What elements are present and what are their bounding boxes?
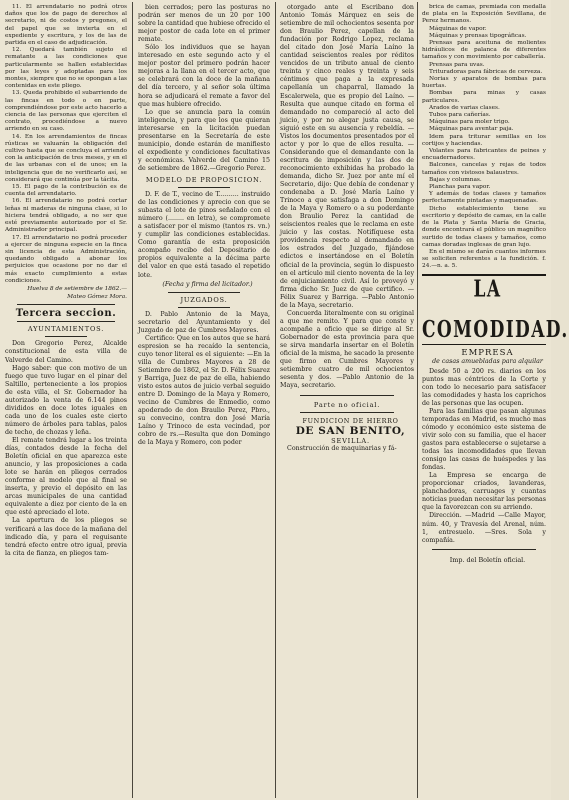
divider — [300, 395, 394, 396]
foundry-heading: FUNDICION DE HIERRO — [302, 417, 399, 426]
paragraph: El remate tendrá lugar a los treinta días, contados desde la fecha del Boletín oficial en que aparezca este anuncio, y las proposiciones a cada lote se harán en pliegos cerrados conforme al modelo que al final se inserta, y previo el depósito en las arcas municipales de una cantidad equivalente a diez por ciento de la en que esté apreciado el lote. — [5, 436, 127, 517]
list-item: Prensas para aceituna de molientes hidráulicos de palanca de diferentes tamaños y con movimiento por caballería. — [422, 40, 546, 61]
list-item: Planchas para vapor. — [429, 184, 491, 191]
ad-heading: EMPRESA — [461, 347, 514, 358]
column-2 — [138, 4, 270, 796]
divider — [178, 307, 230, 308]
paragraph: otorgado ante el Escribano don Antonio Tomás Márquez en seis de setiembre de mil ochocientos sesenta por don Braulio Perez, capellan de la fundación por Rodrigo Lopez, reclama del citado don José María Laíno la cantidad seiscientos reales por réditos vencidos de un tributo anual de ciento treinta y cinco reales y treinta y seis céntimos que paga a la expresada capellanía un chaparral, llamado la Escalerwela, que es propio del Laíno. —Resulta que aunque citado en forma el demandado no compareció al acto del juicio, y por no alegar justa causa, se siguió este en su ausencia y rebeldía. —Vistos los documentos presentados por el actor y por lo que de ellos resulta. —Considerando que el demandante con la escritura de imposición y las dos de reconocimiento exhibidas ha probado la demanda, dicho Sr. Juez por ante mí el Secretario, dijo: Que debía de condenar y condenaba a D. José María Laíno y Trinoco a que satisfaga a don Domingo de la Maya y Romero o a su poderdante don Braulio Perez la cantidad de seiscientos reales que le reclama en este juicio y las costas. Notifíquese esta providencia respecto al demandado en los estrados del Juzgado, fijándose edictos e insertándose en el Boletín oficial de la provincia, según lo dispuesto en el artículo mil ciento noventa de la ley de enjuiciamiento civil. Así lo proveyó y firma dicho Sr. Juez de que certifico. —Félix Suarez y Barriga. —Pablo Antonio de la Maya, secretario. — [280, 4, 414, 309]
paragraph: 13. Queda prohibido el subarriendo de las fincas en todo o en parte, comprendiéndose por este acto hacerlo a ciencia de las personas que ejerciten el contrato, procediéndose a nuevo arriendo en su caso. — [5, 90, 127, 133]
list-item: Arados de varias clases. — [429, 104, 500, 111]
list-item: Trituradoras para fábricas de cerveza. — [429, 68, 543, 75]
ad-title-box — [422, 274, 569, 345]
list-item: Máquinas para moler trigo. — [429, 119, 510, 126]
paragraph: D. Pablo Antonio de la Maya, secretario del Ayuntamiento y del Juzgado de paz de Cumbres Mayores. — [138, 310, 270, 334]
paragraph: Concuerda literalmente con su original a que me remito. Y para que conste y acompañe a oficio que se dirige al Sr. Gobernador de esta provincia para que se sirva mandarla insertar en el Boletín oficial de la misma, he sacado la presente que firmo en Cumbres Mayores y setiembre cuatro de mil ochocientos sesenta y dos. —Pablo Antonio de la Maya, secretario. — [280, 309, 414, 390]
list-item: Y además de todas clases y tamaños perfectamente pintadas y maquenadas. — [422, 191, 546, 205]
imprint: Imp. del Boletín oficial. — [449, 555, 526, 564]
section-heading: JUZGADOS. — [180, 295, 228, 304]
divider — [300, 412, 394, 413]
list-item: Norias y aparatos de bombas para huertas. — [422, 76, 546, 90]
column-3 — [280, 4, 414, 796]
column-4 — [422, 4, 569, 796]
divider — [17, 321, 115, 322]
column-1 — [5, 4, 127, 796]
list-item: Máquinas y prensas tipográficas. — [429, 32, 527, 39]
paragraph: Dirección. —Madrid —Calle Mayor, núm. 40, y Travesía del Arenal, núm. 1, entresuelo. —Sres. Sola y compañía. — [422, 512, 546, 544]
paragraph: Certifico: Que en los autos que se hará espresion se ha recaído la sentencia, cuyo tenor literal es el siguiente: —En la villa de Cumbres Mayores a 28 de Setiembre de 1862, el Sr. D. Félix Suarez y Barriga, Juez de paz de ella, habiendo visto estos autos de juicio verbal seguido entre D. Domingo de la Maya y Romero, vecino de Cumbres de Enmedio, como apoderado de don Braulio Perez, Pbro., su convecino, contra don José María Laíno y Trinoco de esta vecindad, por cobro de rs.—Resulta que don Domingo de la Maya y Romero, con poder — [138, 334, 270, 447]
list-item: Máquinas para aventar paja. — [429, 126, 514, 133]
list-item: Balcones, cancelas y rejas de todos tamaños con vistosos balaustres. — [422, 162, 546, 176]
ad-subheading: de casas amuebladas para alquilar — [432, 357, 543, 365]
column-rule — [417, 2, 418, 798]
paragraph: Para las familias que pasan algunas temporadas en Madrid, es mucho mas cómodo y económico este sistema de vivir solo con su familia, que el hacer gastos para establecerse o sujetarse a todas las incomodidades que llevan consigo las casas de huéspedes y las fondas. — [422, 407, 546, 472]
section-heading: AYUNTAMIENTOS. — [27, 325, 105, 334]
divider — [178, 187, 230, 188]
list-item: Prensas para uvas. — [429, 61, 485, 68]
ad-title: LA COMODIDAD. — [422, 275, 569, 344]
foundry-name: DE SAN BENITO, — [295, 425, 406, 438]
paragraph: Desde 50 a 200 rs. diarios en los puntos mas céntricos de la Corte y con todo lo necesario para satisfacer las comodidades y hasta los caprichos de las personas que las ocupen. — [422, 367, 546, 407]
paragraph: 12. Quedará también sujeto el rematante a las condiciones que particularmente se hallen establecidas por las leyes y adoptadas para los montes, siempre que no se opongan a las contenidas en este pliego. — [5, 47, 127, 90]
paragraph: bien cerrados; pero las posturas no podrán ser menos de un 20 por 100 sobre la cantidad que hubiese ofrecido el mejor postor de cada lote en el primer remate. — [138, 4, 270, 44]
list-item: Máquinas de vapor. — [429, 25, 487, 32]
list-item: Bajas y columnas. — [429, 176, 482, 183]
paragraph: La apertura de los pliegos se verificará a las doce de la mañana del indicado día, y para el reguisante tendrá efecto entre otro igual, previa la cita de fianza, en pliegos tam- — [5, 517, 127, 557]
paragraph: Don Gregorio Perez, Alcalde constitucional de esta villa de Valverde del Camino. — [5, 340, 127, 364]
foundry-city: SEVILLA. — [331, 437, 370, 446]
paragraph: Construcción de maquinarias y fá- — [287, 445, 397, 453]
paragraph: Lo que se anuncia para la común inteligencia, y para que los que quieran interesarse en la licitación puedan presentarse en la Secretaría de este municipio, donde estarán de manifiesto el expediente y condiciones facultativas y económicas. Valverde del Camino 15 de setiembre de 1862.—Gregorio Perez. — [138, 108, 270, 172]
list-item: Tubos para cañerías. — [429, 112, 491, 119]
paragraph: brica de camas, premiada con medalla de plata en la Exposición Sevillana, de Perez hermanos. — [422, 4, 546, 25]
paragraph: Dicho establecimiento tiene su escritorio y depósito de camas, en la calle de la Plata y Santa María de Gracia, donde encontrará el público un magnífico surtido de todas clases y tamaños, como camas doradas inglesas de gran lujo. — [422, 205, 546, 248]
paragraph: 14. En los arrendamientos de fincas rústicas se valuarán la obligación del cultivo hasta que se concluya el arriendo con la anticipación de tres meses, y en el de las urbanas con el de unos; en la inteligencia que de no verificarlo así, se considerará que continúa por la tácita. — [5, 133, 127, 183]
divider — [168, 292, 240, 293]
paragraph: 15. El pago de la contribución es de cuenta del arrendatario. — [5, 184, 127, 198]
paragraph: D. F. de T., vecino de T.......... instruido de las condiciones y aprecio con que se subasta el lote de pinos señalado con el número (........ en letra), se compromete a satisfacer por el mismo (tantos rs. vn.) y cumplir las condiciones establecidas. Como garantía de esta proposición acompaño recibo del Depositario de propios equivalente a la décima parte del valor en que está tasado el repetido lote. — [138, 191, 270, 279]
list-item: Bombas para minas y casas particulares. — [422, 90, 546, 104]
paragraph: La Empresa se encarga de proporcionar criados, lavanderas, planchadoras, carruages y cuantas noticias puedan necesitar las personas que la favorezcan con su arriendo. — [422, 472, 546, 512]
model-signature: (Fecha y firma del licitador.) — [162, 280, 253, 288]
paragraph: Sólo los individuos que se hayan interesado en este segundo acto y el mejor postor del primero podrán hacer mejoras a la llana en el tercer acto, que se celebrará con la doce de la mañana del día tercero, y al señor sola última hora se adjudicará el remate a favor del que mas hubiere ofrecido. — [138, 44, 270, 108]
column-rule — [132, 2, 133, 798]
divider — [17, 304, 115, 305]
column-rule — [275, 2, 276, 798]
model-title: MODELO DE PROPOSICION. — [145, 175, 263, 184]
divider — [45, 336, 87, 337]
section-title: Tercera seccion. — [15, 308, 117, 320]
paragraph: 17. El arrendatario no podrá proceder a ejercer de ninguna especie en la finca sin licencia de esta Administración, quedando obligado a abonar los perjuicios que ocasione por no dar el más exacto cumplimiento a estas condiciones. — [5, 234, 127, 284]
paragraph: Hago saber: que con motivo de un fuego que tuvo lugar en el pinar del Saltillo, perteneciente a los propios de esta villa, el Sr. Gobernador ha autorizado la venta de 6.144 pinos divididos en doce lotes iguales en cada uno de los cuales este cierto número de árboles para tablas, palos de techo, de chozas y leña. — [5, 364, 127, 436]
list-item: Idem para triturar semillas en los cortijos y haciendas. — [422, 133, 546, 147]
signature: Mateo Gómez Mora. — [67, 294, 127, 301]
divider — [432, 549, 536, 550]
paragraph: 16. El arrendatario no podrá cortar leñas ni maderas de ninguna clase, si lo hiciera tendrá obligado, a no ser que esté previamente autorizado por el Sr. Administrador principal. — [5, 198, 127, 234]
paragraph: En el mismo se darán cuantos informes se soliciten referentes a la fundición. f. 24.—n. a. 5. — [422, 248, 546, 270]
part-label: Parte no oficial. — [313, 401, 381, 410]
list-item: Volantes para fabricantes de peines y encuadernadores. — [422, 148, 546, 162]
paragraph: 11. El arrendatario no podrá otros daños que los de pago de derechos al secretario, ni de costos y pregones, el del papel que se invierta en el expediente y escritura, y los de las de partida en el caso de adjudicación. — [5, 4, 127, 47]
date-line: Huelva 8 de setiembre de 1862.— — [27, 285, 127, 292]
